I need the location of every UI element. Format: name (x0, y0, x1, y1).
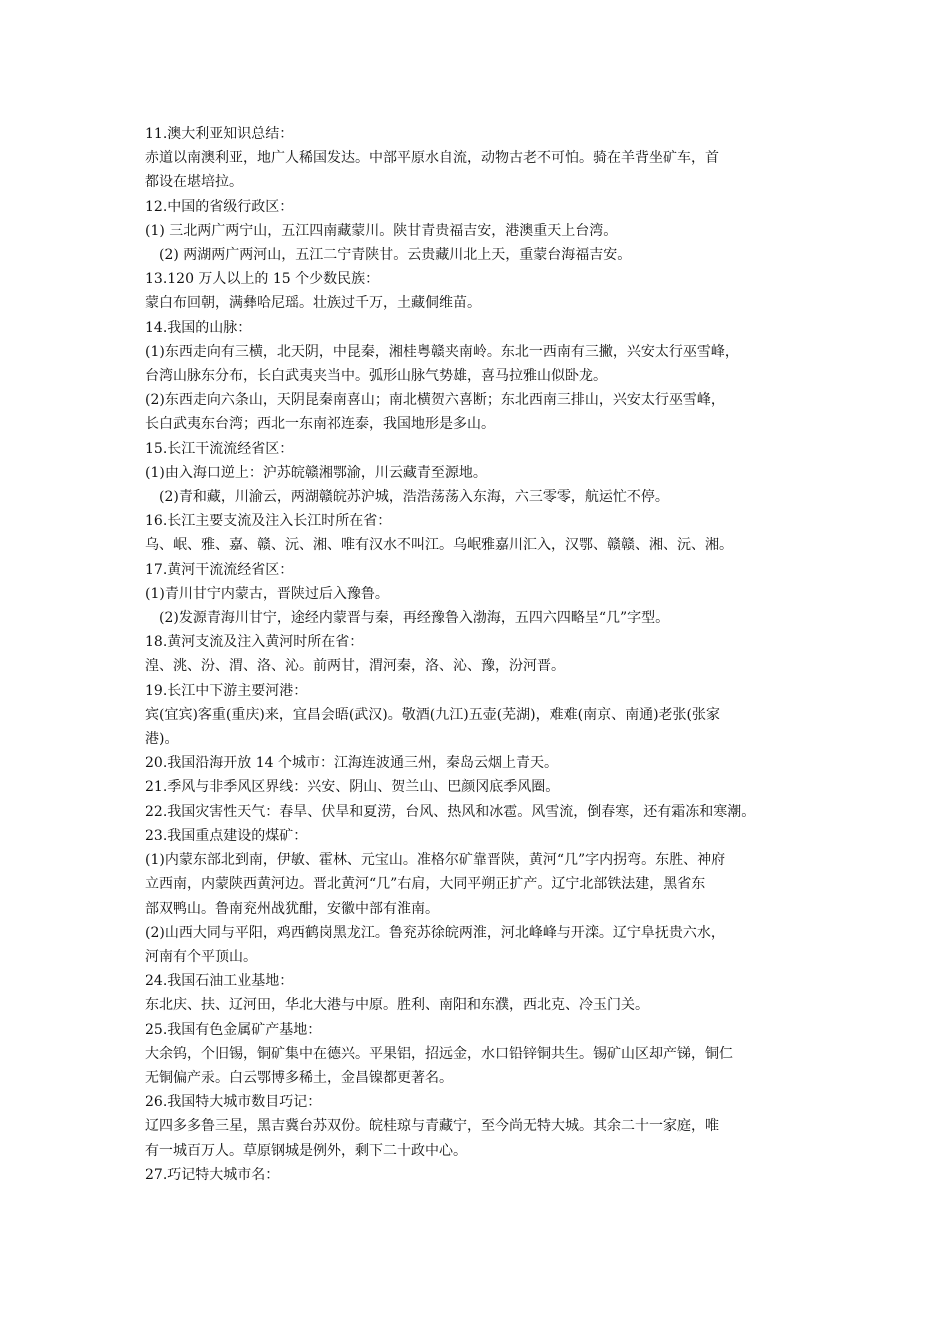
text-line: 25.我国有色金属矿产基地： (145, 1021, 322, 1038)
text-line: 大余钨，个旧锡，铜矿集中在德兴。平果铝，招远金，水口铅锌铜共生。锡矿山区却产锑，铜仁 (145, 1045, 733, 1062)
text-line: 东北庆、扶、辽河田，华北大港与中原。胜利、南阳和东濮，西北克、冷玉门关。 (145, 997, 649, 1014)
text-line: 26.我国特大城市数目巧记： (145, 1094, 322, 1111)
text-line: (1)东西走向有三横，北天阴，中昆秦，湘桂粤赣夹南岭。东北一西南有三撇，兴安太行巫雪峰， (145, 343, 739, 360)
text-line: 湟、洮、汾、渭、洛、沁。前两甘，渭河秦，洛、沁、豫，汾河晋。 (145, 658, 565, 675)
text-line: 宾(宜宾)客重(重庆)来，宜昌会晤(武汉)。敬酒(九江)五壶(芜湖)，难难(南京、南通)老张(张家 (145, 706, 721, 723)
text-line: 乌、岷、雅、嘉、赣、沅、湘、唯有汉水不叫江。乌岷雅嘉川汇入，汉鄂、赣赣、湘、沅、湘。 (145, 537, 733, 554)
text-line: 都设在堪培拉。 (145, 174, 243, 191)
text-line: 13.120 万人以上的 15 个少数民族： (145, 271, 380, 288)
text-line: 11.澳大利亚知识总结： (145, 126, 294, 142)
text-line: 21.季风与非季风区界线：兴安、阴山、贺兰山、巴颜冈底季风圈。 (145, 779, 560, 796)
text-line: 15.长江干流流经省区： (145, 440, 294, 457)
text-line: 有一城百万人。草原钢城是例外，剩下二十政中心。 (145, 1142, 467, 1159)
text-line: 辽四多多鲁三星，黑吉冀台苏双份。皖桂琼与青藏宁，至今尚无特大城。其余二十一家庭，唯 (145, 1118, 719, 1135)
text-line: 20.我国沿海开放 14 个城市：江海连波通三州，秦岛云烟上青天。 (145, 755, 558, 772)
text-line: 22.我国灾害性天气：春旱、伏旱和夏涝，台风、热风和冰雹。风雪流，倒春寒，还有霜冻和寒潮。 (145, 803, 756, 820)
text-line: (2)青和藏，川渝云，两湖赣皖苏沪城，浩浩荡荡入东海，六三零零，航运忙不停。 (159, 489, 669, 506)
text-line: 18.黄河支流及注入黄河时所在省： (145, 634, 364, 651)
text-line: 12.中国的省级行政区： (145, 198, 294, 215)
text-line: (1)由入海口逆上：沪苏皖赣湘鄂渝，川云藏青至源地。 (145, 464, 487, 481)
text-line: (2)东西走向六条山，天阴昆秦南喜山；南北横贺六喜断；东北西南三排山，兴安太行巫雪峰， (145, 392, 725, 409)
text-line: 立西南，内蒙陕西黄河边。晋北黄河“几”右肩，大同平朔正扩产。辽宁北部铁法建，黑省东 (145, 876, 706, 893)
text-line: 河南有个平顶山。 (145, 948, 257, 965)
text-line: 港)。 (145, 731, 179, 748)
text-line: (2) 两湖两广两河山，五江二宁青陕甘。云贵藏川北上天，重蒙台海福吉安。 (159, 247, 632, 264)
text-line: 23.我国重点建设的煤矿： (145, 827, 308, 844)
text-line: 蒙白布回朝，满彝哈尼瑶。壮族过千万，土藏侗维苗。 (145, 295, 481, 312)
text-line: (1) 三北两广两宁山，五江四南藏蒙川。陕甘青贵福吉安，港澳重天上台湾。 (145, 222, 618, 239)
document-body (145, 122, 815, 1187)
text-line: 19.长江中下游主要河港： (145, 682, 308, 699)
text-line: (1)内蒙东部北到南，伊敏、霍林、元宝山。准格尔矿靠晋陕，黄河“几”字内拐弯。东胜、神府 (145, 852, 726, 869)
text-line: 台湾山脉东分布，长白武夷夹当中。弧形山脉气势雄，喜马拉雅山似卧龙。 (145, 368, 607, 385)
text-line: (1)青川甘宁内蒙古，晋陕过后入豫鲁。 (145, 585, 389, 602)
text-line: 17.黄河干流流经省区： (145, 561, 294, 578)
text-line: 27.巧记特大城市名： (145, 1166, 280, 1183)
text-line: 赤道以南澳利亚，地广人稀国发达。中部平原水自流，动物古老不可怕。骑在羊背坐矿车，首 (145, 150, 719, 167)
text-line: 16.长江主要支流及注入长江时所在省： (145, 513, 392, 530)
text-line: (2)山西大同与平阳，鸡西鹤岗黑龙江。鲁兖苏徐皖两淮，河北峰峰与开滦。辽宁阜抚贵六水， (145, 924, 725, 941)
text-line: 长白武夷东台湾；西北一东南祁连泰，我国地形是多山。 (145, 416, 495, 433)
text-line: (2)发源青海川甘宁，途经内蒙晋与秦，再经豫鲁入渤海，五四六四略呈“几”字型。 (159, 610, 670, 627)
text-line: 14.我国的山脉： (145, 319, 252, 336)
text-line: 部双鸭山。鲁南兖州战犹酣，安徽中部有淮南。 (145, 900, 439, 917)
text-line: 24.我国石油工业基地： (145, 973, 294, 990)
text-line: 无铜偏产汞。白云鄂博多稀土，金昌镍都更著名。 (145, 1069, 453, 1086)
